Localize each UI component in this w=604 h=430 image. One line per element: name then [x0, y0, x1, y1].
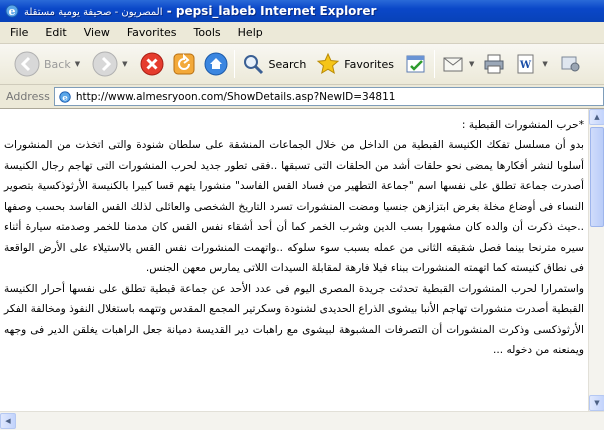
menu-edit[interactable]: Edit — [45, 26, 67, 39]
edit-icon — [514, 52, 538, 76]
article-heading: *حرب المنشورات القبطية : — [461, 119, 584, 131]
print-icon — [482, 52, 506, 76]
menu-file[interactable]: File — [10, 26, 29, 39]
page-icon — [58, 90, 72, 104]
chevron-down-icon[interactable]: ▼ — [469, 60, 475, 68]
search-label: Search — [268, 57, 307, 71]
history-icon — [404, 52, 428, 76]
messenger-icon — [558, 52, 582, 76]
messenger-button[interactable] — [558, 47, 582, 81]
ie-icon — [4, 3, 20, 19]
home-button[interactable] — [204, 47, 228, 81]
scroll-left-button[interactable]: ◀ — [0, 413, 16, 429]
article-paragraph-2: واستمرارا لحرب المنشورات القبطية تحدثت جريدة المصرى اليوم فى عدد الأحد عن جماعة قبطية تطلق على نفسها أحرار الكنيسة القبطية أصدرت منشورات تهاجم الأنبا بيشوى الذراع الحديدى لشنودة وسكرتير المجمع المقدس وتتهمه باستغلال النفوذ ومخالفة الفكر الأرثوذكسى وذكرت المنشورات أن التصرفات المشبوهة لبيشوى مع راهبات دير القديسة دميانة جعل الراهبات يغلقن الدير فى وجهه ويمنعنه من دخوله ... — [4, 282, 584, 356]
menu-view[interactable]: View — [83, 26, 110, 39]
search-button[interactable] — [241, 47, 307, 81]
scroll-up-button[interactable]: ▲ — [589, 109, 604, 125]
mail-button[interactable] — [441, 47, 474, 81]
search-icon — [241, 52, 265, 76]
stop-icon — [140, 52, 164, 76]
favorites-button[interactable] — [316, 47, 394, 81]
forward-arrow-icon — [92, 51, 118, 77]
window-title-bar[interactable] — [0, 0, 604, 22]
toolbar-divider — [234, 50, 235, 78]
mail-icon — [441, 52, 465, 76]
article — [0, 109, 588, 411]
svg-text:e: e — [62, 93, 68, 103]
back-label: Back — [44, 57, 71, 71]
history-button[interactable] — [404, 47, 428, 81]
menu-help[interactable]: Help — [237, 26, 263, 39]
window-title: المصريون - صحيفة يومية مستقلة - pepsi_labeb Internet Explorer — [24, 4, 377, 18]
home-icon — [204, 52, 228, 76]
toolbar-divider — [434, 50, 435, 78]
address-bar — [0, 85, 604, 109]
scroll-thumb[interactable] — [590, 127, 604, 227]
back-button[interactable] — [14, 47, 80, 81]
address-input[interactable] — [54, 87, 604, 106]
address-label: Address — [6, 90, 50, 103]
stop-button[interactable] — [140, 47, 164, 81]
article-paragraph-1: بدو أن مسلسل تفكك الكنيسة القبطية من الداخل من خلال الجماعات المنشقة على سلطان شنودة والتى اتخذت من المنشورات أسلوبا لنشر أفكارها يمضى نحو حلقات أشد من الحلقات التى تسبقها ..فقى تطور جديد لحرب المنشورات التى تهاجم رجال الكنيسة أصدرت جماعة تطلق على نفسها اسم "جماعة التطهير من فساد القس الفاسد" منشورا يتهم قسا كبيرا بالكنيسة الأرثوذكسية بتصوير النساء فى أوضاع مخلة بغرض ابتزازهن جنسيا ومضت المنشورات تسرد التاريخ الشخصى والعائلى لذلك القس الفاسد بحسب وصفها ..حيث ذكرت أن والده كان مشهورا بسب الدين وشرب الخمر كما أن أحد أشقاء نفس القس كان مدمنا للخمر وصدمته سيارة أثناء سيره مترنحا بينما فصل شقيقه الثانى من عمله بسبب سوء سلوكه ..واتهمت المنشورات نفس القس بالاستيلاء على الأرض الواقعة فى نطاق كنيسته كما اتهمته المنشورات ببناء فيلا فارهة لمقابلة السيدات اللاتى يمارس معهن الجنس. — [4, 139, 584, 274]
address-url: http://www.almesryoon.com/ShowDetails.asp?NewID=34811 — [75, 90, 396, 103]
horizontal-scrollbar[interactable] — [0, 411, 604, 430]
scroll-down-button[interactable]: ▼ — [589, 395, 604, 411]
refresh-icon — [172, 52, 196, 76]
toolbar — [0, 44, 604, 85]
back-arrow-icon — [14, 51, 40, 77]
menu-tools[interactable]: Tools — [193, 26, 221, 39]
chevron-down-icon[interactable]: ▼ — [542, 60, 548, 68]
chevron-down-icon[interactable]: ▼ — [122, 60, 128, 68]
print-button[interactable] — [482, 47, 506, 81]
favorites-label: Favorites — [344, 57, 394, 71]
chevron-down-icon[interactable]: ▼ — [74, 60, 81, 68]
menu-favorites[interactable]: Favorites — [126, 26, 177, 39]
edit-button[interactable] — [514, 47, 547, 81]
refresh-button[interactable] — [172, 47, 196, 81]
svg-text:W: W — [520, 60, 532, 71]
forward-button[interactable] — [92, 47, 127, 81]
page-content — [0, 109, 604, 411]
favorites-star-icon — [316, 52, 340, 76]
menu-bar — [0, 22, 604, 44]
vertical-scrollbar[interactable] — [588, 109, 604, 411]
svg-text:e: e — [8, 5, 16, 18]
